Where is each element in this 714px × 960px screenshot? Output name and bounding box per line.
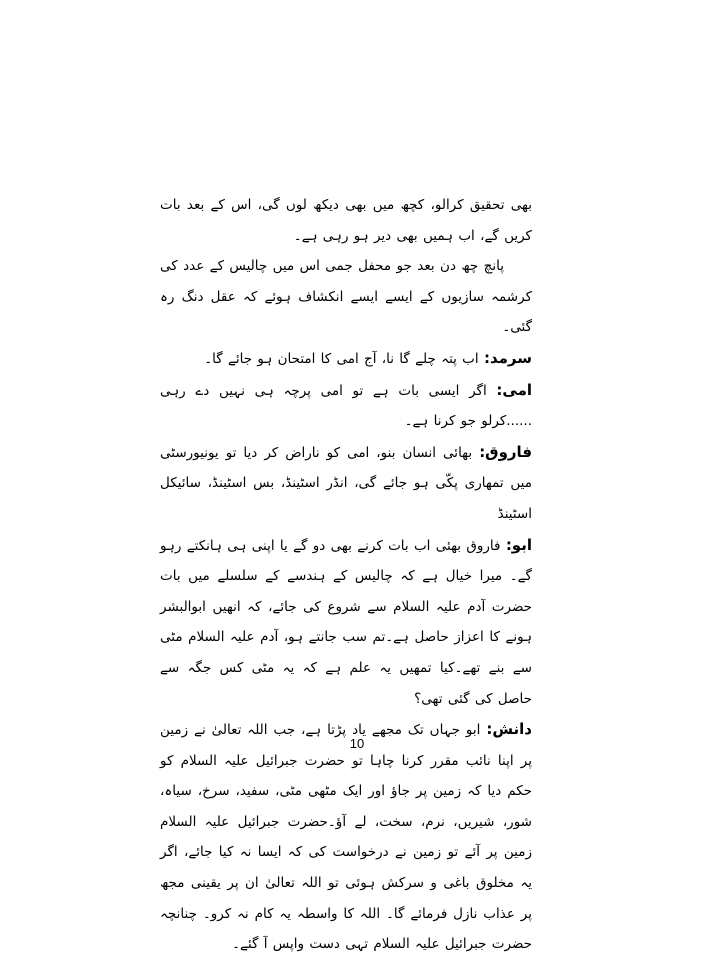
- dialogue-sarmad: [160, 343, 532, 375]
- dialogue-text: ابو جہاں تک مجھے یاد پڑتا ہے، جب اللہ تعالیٰ نے زمین پر اپنا نائب مقرر کرنا چاہا تو حضرت جبرائیل علیہ السلام کو حکم دیا کہ زمین پر جاؤ اور ایک مٹھی مٹی، سفید، سرخ، سیاہ، شور، شیریں، نرم، سخت، لے آؤ۔حضرت جبرائیل علیہ السلام زمین پر آئے تو زمین نے درخواست کی کہ ایسا نہ کیا جائے، اگر یہ مخلوق باغی و سرکش ہوئی تو اللہ تعالیٰ ان پر یقینی مجھ پر عذاب نازل فرمائے گا۔ اللہ کا واسطہ یہ کام نہ کرو۔ چنانچہ حضرت جبرائیل علیہ السلام تہی دست واپس آ گئے۔: [160, 722, 532, 953]
- paragraph-text: بھی تحقیق کرالو، کچھ میں بھی دیکھ لوں گی، اس کے بعد بات کریں گے، اب ہمیں بھی دیر ہو رہی ہے۔: [160, 197, 532, 244]
- dialogue-text: اب پتہ چلے گا نا، آج امی کا امتحان ہو جائے گا۔: [204, 350, 479, 367]
- dialogue-text: فاروق بھئی اب بات کرنے بھی دو گے یا اپنی ہی ہانکتے رہو گے۔ میرا خیال ہے کہ چالیس کے ہندسے کے سلسلے میں بات حضرت آدم علیہ السلام سے شروع کی جائے، کہ انھیں ابوالبشر ہونے کا اعزاز حاصل ہے۔تم سب جانتے ہو، آدم علیہ السلام مٹی سے بنے تھے۔کیا تمھیں یہ علم ہے کہ یہ مٹی کس جگہ سے حاصل کی گئی تھی؟: [160, 537, 532, 707]
- dialogue-ammi: [160, 375, 532, 437]
- paragraph-text: پانچ چھ دن بعد جو محفل جمی اس میں چالیس کے عدد کی کرشمہ سازیوں کے ایسے ایسے انکشاف ہوئے کہ عقل دنگ رہ گئی۔: [160, 258, 532, 336]
- dialogue-farooq: [160, 437, 532, 530]
- dialogue-abbu: [160, 530, 532, 715]
- speaker-name: فاروق:: [479, 442, 533, 461]
- page-number: 10: [349, 736, 365, 751]
- body-text: [160, 190, 532, 960]
- dialogue-text: بھائی انسان بنو، امی کو ناراض کر دیا تو یونیورسٹی میں تمھاری پکّی ہو جائے گی، انڈر اسٹینڈ، بس اسٹینڈ، سائیکل اسٹینڈ: [160, 444, 532, 522]
- speaker-name: ابو:: [505, 535, 532, 554]
- speaker-name: امی:: [496, 380, 532, 399]
- paragraph-2: [160, 251, 532, 343]
- dialogue-text: اگر ایسی بات ہے تو امی پرچہ ہی نہیں دے رہی ......کرلو جو کرنا ہے۔: [160, 382, 532, 430]
- speaker-name: دانش:: [486, 720, 533, 739]
- speaker-name: سرمد:: [483, 348, 532, 367]
- paragraph-1: [160, 190, 532, 251]
